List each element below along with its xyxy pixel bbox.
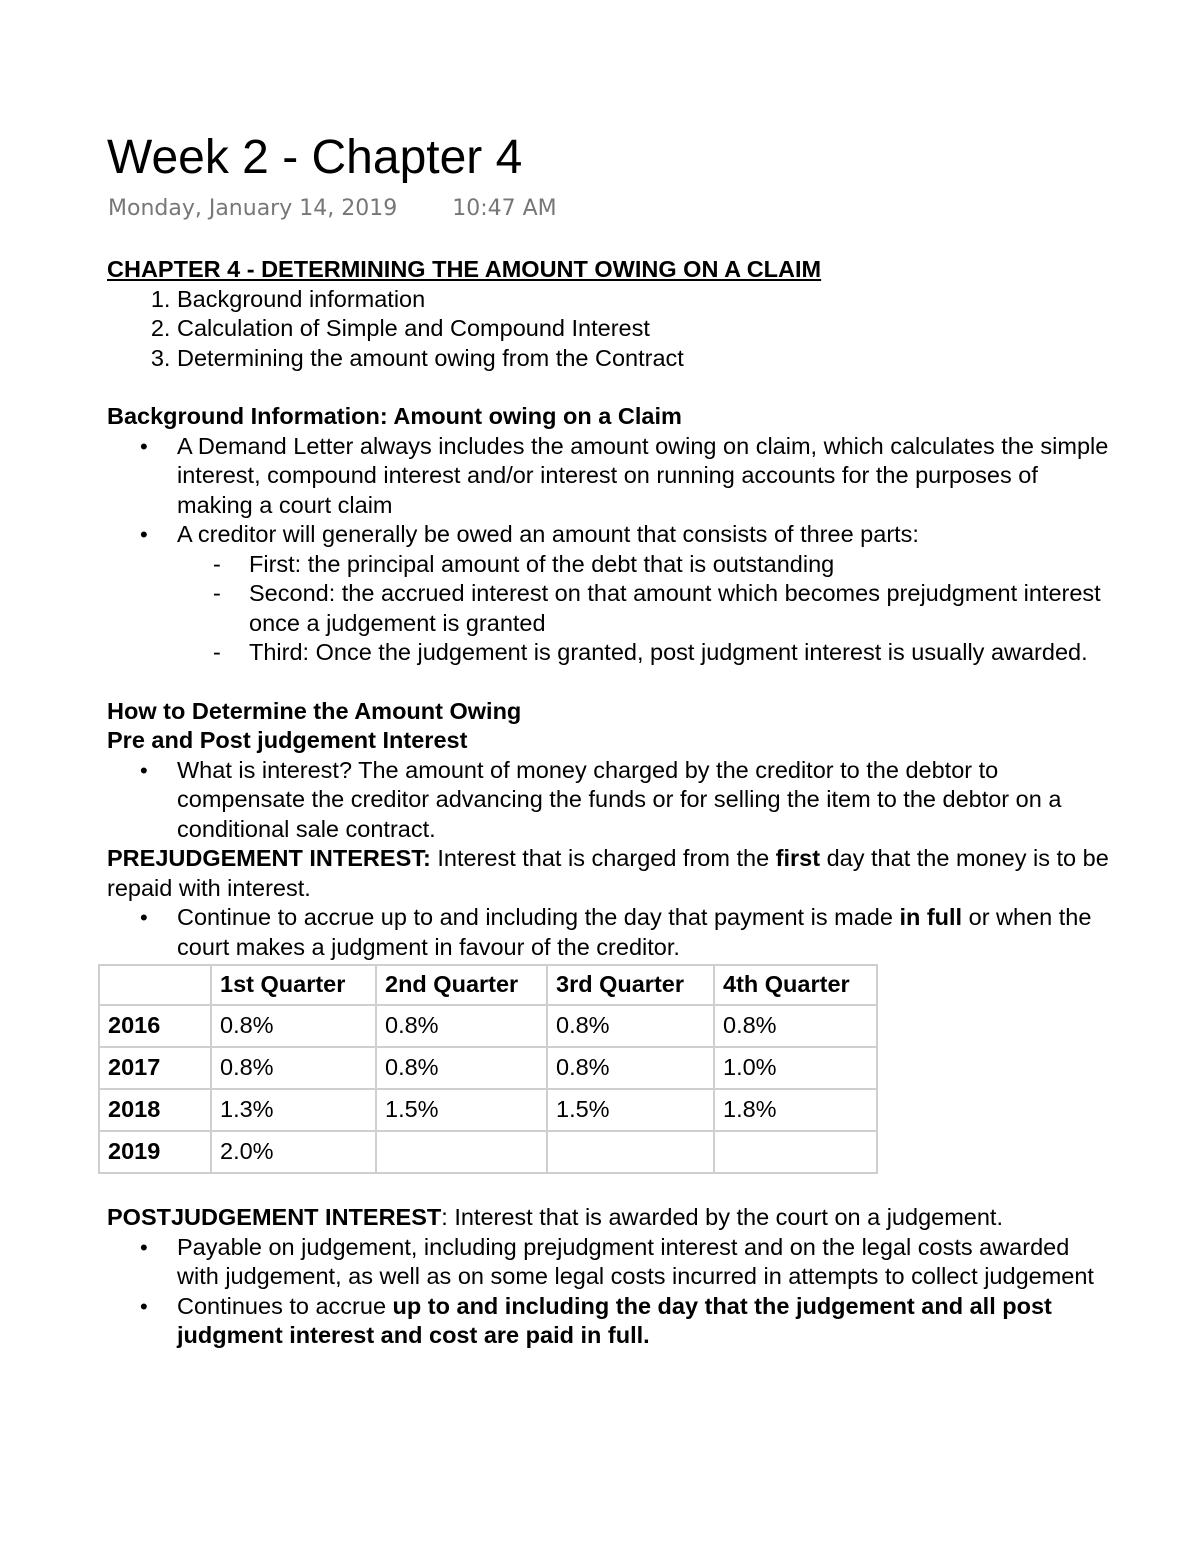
background-list [107, 432, 1117, 668]
table-header-cell: 3rd Quarter [547, 965, 714, 1005]
list-item-text: or when the court makes a judgment in favour of the creditor. [177, 904, 1092, 960]
table-cell: 2.0% [211, 1131, 376, 1173]
postjudgement-definition [107, 1203, 1117, 1233]
table-cell: 1.8% [714, 1089, 877, 1131]
sub-item: - Third: Once the judgement is granted, post judgment interest is usually awarded. [249, 638, 1117, 668]
determine-heading: How to Determine the Amount Owing [107, 697, 522, 724]
list-item [177, 520, 1117, 668]
table-cell: 0.8% [211, 1047, 376, 1089]
table-cell: 1.3% [211, 1089, 376, 1131]
table-cell: 0.8% [211, 1005, 376, 1047]
postjudgement-label: POSTJUDGEMENT INTEREST [107, 1204, 442, 1230]
note-date: Monday, January 14, 2019 [108, 196, 398, 221]
table-cell [376, 1131, 547, 1173]
prejudgement-definition [107, 844, 1117, 903]
sub-item: - First: the principal amount of the debt that is outstanding [249, 550, 1117, 580]
parts-list [177, 550, 1117, 668]
table-row [99, 1089, 877, 1131]
table-row-year: 2019 [99, 1131, 211, 1173]
note-time: 10:47 AM [452, 196, 557, 221]
list-item-text: A creditor will generally be owed an amount that consists of three parts: [177, 521, 919, 547]
list-item-text: Continues to accrue [177, 1292, 393, 1319]
table-row-year: 2017 [99, 1047, 211, 1089]
table-cell: 0.8% [714, 1005, 877, 1047]
note-timestamp [108, 196, 557, 221]
list-item-text: Continue to accrue up to and including the day that payment is made [177, 904, 900, 930]
outline-item: 2. Calculation of Simple and Compound Interest [177, 314, 1117, 344]
definition-text: day that the money is to be repaid with interest. [107, 845, 1109, 901]
table-cell: 0.8% [376, 1047, 547, 1089]
table-row-year: 2018 [99, 1089, 211, 1131]
table-header-cell: 4th Quarter [714, 965, 877, 1005]
list-item: • A Demand Letter always includes the amount owing on claim, which calculates the simple interest, compound interest and/or interest on running accounts for the purposes of making a court claim [177, 432, 1117, 521]
list-item: • What is interest? The amount of money charged by the creditor to the debtor to compensate the creditor advancing the funds or for selling the item to the debtor on a conditional sale contract. [177, 756, 1117, 845]
list-item [177, 1292, 1117, 1351]
table-row [99, 1131, 877, 1173]
table-header-row [99, 965, 877, 1005]
interest-subheading: Pre and Post judgement Interest [107, 727, 468, 753]
definition-text: : Interest that is awarded by the court on a judgement. [441, 1204, 1003, 1230]
table-row [99, 1047, 877, 1089]
table-cell: 1.0% [714, 1047, 877, 1089]
table-header-cell: 1st Quarter [211, 965, 376, 1005]
prejudgement-list [107, 903, 1117, 962]
table-cell: 1.5% [376, 1089, 547, 1131]
table-cell: 0.8% [376, 1005, 547, 1047]
spacer [107, 1174, 1117, 1203]
sub-item: - Second: the accrued interest on that amount which becomes prejudgment interest once a judgement is granted [249, 579, 1117, 638]
outline-item: 1. Background information [177, 285, 1117, 315]
table-row-year: 2016 [99, 1005, 211, 1047]
table-row [99, 1005, 877, 1047]
interest-rates-table [98, 964, 878, 1174]
table-cell [714, 1131, 877, 1173]
table-cell [547, 1131, 714, 1173]
table-cell: 0.8% [547, 1047, 714, 1089]
chapter-heading: CHAPTER 4 - DETERMINING THE AMOUNT OWING ON A CLAIM [107, 256, 822, 282]
table-cell: 1.5% [547, 1089, 714, 1131]
spacer [107, 668, 1117, 697]
note-body [107, 255, 1117, 1351]
spacer [107, 373, 1117, 402]
list-item [177, 903, 1117, 962]
interest-list [107, 756, 1117, 845]
list-item: • Payable on judgement, including prejudgment interest and on the legal costs awarded with judgement, as well as on some legal costs incurred in attempts to collect judgement [177, 1233, 1117, 1292]
prejudgement-label: PREJUDGEMENT INTEREST: [107, 845, 431, 871]
definition-emphasis: first [775, 845, 821, 871]
background-heading: Background Information: Amount owing on a Claim [107, 403, 682, 429]
definition-text: Interest that is charged from the [430, 845, 776, 871]
table-header-cell [99, 965, 211, 1005]
list-item-emphasis: up to and including the day that the judgement and all post judgment interest and cost are paid in full. [177, 1292, 1052, 1348]
postjudgement-list [107, 1233, 1117, 1351]
list-item-emphasis: in full [899, 904, 963, 930]
page-title: Week 2 - Chapter 4 [107, 131, 523, 184]
table-cell: 0.8% [547, 1005, 714, 1047]
chapter-outline [107, 285, 1117, 374]
outline-item: 3. Determining the amount owing from the Contract [177, 344, 1117, 374]
table-header-cell: 2nd Quarter [376, 965, 547, 1005]
